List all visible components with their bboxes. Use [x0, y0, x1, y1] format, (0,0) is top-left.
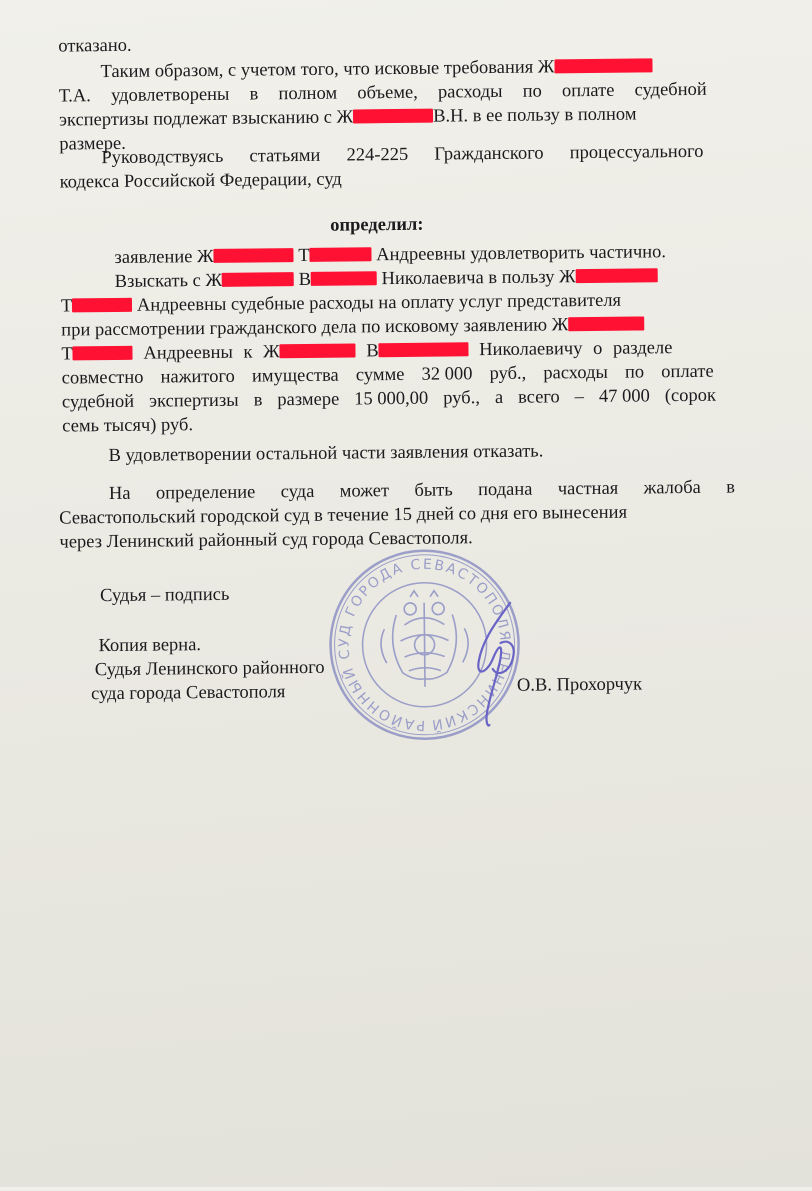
judge-title: суда города Севастополя	[90, 682, 286, 705]
text-line: семь тысяч) руб.	[62, 415, 194, 437]
text-line: Севастопольский городской суд в течение 15 дней со дня его вынесения	[59, 502, 628, 529]
text-line-justified: судебной экспертизы в размере 15 000,00 руб., а всего – 47 000 (сорок	[61, 385, 717, 413]
text-line: кодекса Российской Федерации, суд	[59, 169, 342, 193]
text-line-justified: Руководствуясь статьями 224-225 Гражданского процессуального	[101, 141, 704, 169]
copy-certified-label: Копия верна.	[98, 635, 202, 657]
redaction-mark	[72, 298, 132, 313]
text-line: Взыскать с Ж В Николаевича в пользу Ж	[115, 265, 658, 293]
text-line: отказано.	[58, 35, 132, 57]
redaction-mark	[576, 268, 658, 283]
judge-title: Судья Ленинского районного	[94, 657, 325, 681]
stamp-ring-text: РАЙОННЫЙ СУД ГОРОДА СЕВАСТОПОЛЯ ЛЕНИНСКИЙ	[336, 556, 513, 733]
text-line: Таким образом, с учетом того, что исковые требования Ж	[100, 55, 652, 83]
text-line: Т Андреевны к Ж В Николаевичу о разделе	[61, 338, 673, 365]
text-line: В удовлетворении остальной части заявления отказать.	[108, 441, 544, 467]
redaction-mark	[214, 248, 294, 263]
redaction-mark	[73, 346, 133, 361]
text-line-justified: Т.А. удовлетворены в полном объеме, расходы по оплате судебной	[58, 79, 707, 107]
redaction-mark	[353, 109, 433, 124]
section-heading: определил:	[330, 214, 424, 236]
redaction-mark	[280, 343, 356, 358]
redaction-mark	[379, 342, 469, 357]
redaction-mark	[310, 247, 372, 262]
handwritten-signature	[442, 599, 533, 730]
text-line: при рассмотрении гражданского дела по исковому заявлению Ж	[61, 313, 644, 341]
text-line: Т Андреевны судебные расходы на оплату услуг представителя	[60, 290, 622, 317]
redaction-mark	[311, 271, 377, 286]
text-line: через Ленинский районный суд города Севастополя.	[59, 528, 473, 553]
redaction-mark	[568, 316, 644, 331]
redaction-mark	[222, 272, 294, 287]
text-line-justified: совместно нажитого имущества сумме 32 000 руб., расходы по оплате	[61, 361, 714, 389]
text-line: заявление Ж Т Андреевны удовлетворить частично.	[114, 242, 667, 268]
judge-signature-label: Судья – подпись	[99, 584, 230, 607]
redaction-mark	[554, 58, 652, 73]
judge-name: О.В. Прохорчук	[516, 674, 643, 696]
text-line-justified: На определение суда может быть подана частная жалоба в	[108, 477, 736, 505]
text-line: экспертизы подлежат взысканию с Ж В.Н. в ее пользу в полном	[58, 104, 637, 131]
text-line: размере.	[59, 133, 126, 155]
